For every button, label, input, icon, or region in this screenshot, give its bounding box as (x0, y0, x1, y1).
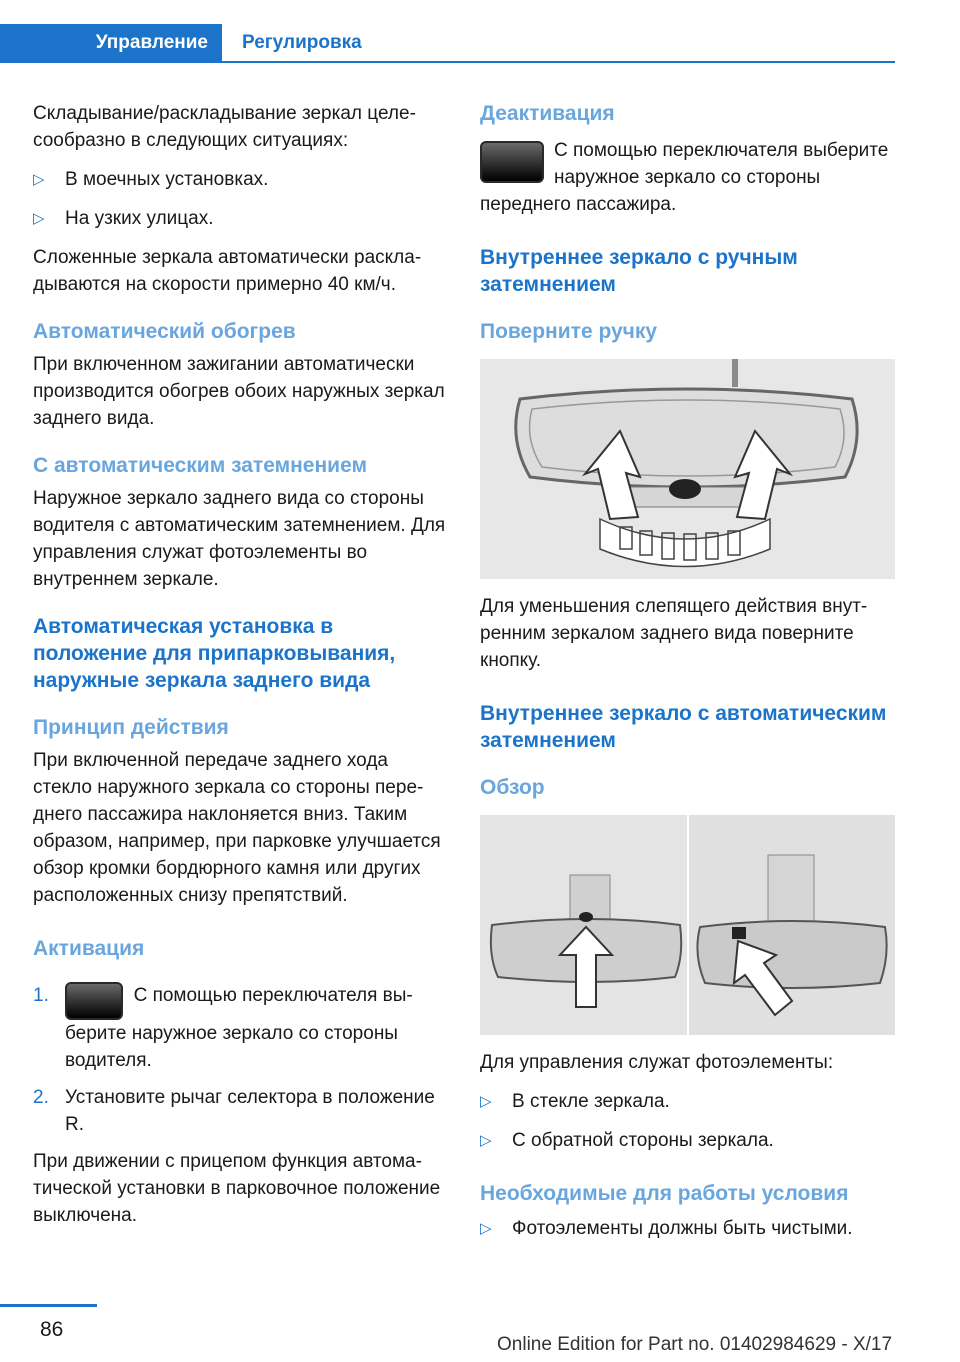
chapter-tabs (0, 24, 895, 62)
turn-heading: Поверните ручку (480, 320, 658, 343)
step-item: 1. С помощью переключателя выберите наружное зеркало со стороны водителя. (33, 982, 447, 1074)
trailer-text: При движении с прицепом функция автоматической установки в парковочное положение выключена. (33, 1151, 441, 1226)
manual-mirror-figure (480, 359, 895, 579)
manual-heading: Внутреннее зеркало с ручным затемнением (480, 246, 798, 296)
list-item: ▷ В моечных установках. (33, 166, 447, 193)
triangle-right-icon: ▷ (33, 210, 45, 227)
list-item: ▷ С обратной стороны зеркала. (480, 1127, 900, 1154)
triangle-right-icon: ▷ (480, 1220, 492, 1237)
footer-rule (0, 1304, 97, 1307)
fold-text: Сложенные зеркала автоматически раскладываются на скорости примерно 40 км/ч. (33, 247, 422, 295)
deact-text: С помощью переключателя выберите наружное зеркало со стороны переднего пассажира. (480, 140, 889, 215)
turn-text: Для уменьшения слепящего действия внутренним зеркалом заднего вида поверните кнопку. (480, 596, 868, 671)
triangle-right-icon: ▷ (480, 1093, 492, 1110)
tab-control[interactable]: Управление (0, 24, 222, 61)
activation-heading: Активация (33, 937, 145, 960)
triangle-right-icon: ▷ (33, 171, 45, 188)
principle-heading: Принцип действия (33, 716, 229, 739)
right-column (480, 100, 900, 1254)
tab-underline (0, 61, 895, 63)
principle-text: При включенной передаче заднего хода стекло наружного зеркала со стороны переднего пассажира наклоняется вниз. Таким образом, например, при парковке улучшается обзор кромки бордюрного камня или других расположенных снизу препятствий. (33, 750, 441, 906)
page-number: 86 (40, 1318, 64, 1341)
mirror-switch-icon (65, 982, 123, 1020)
park-heading: Автоматическая установка в положение для припарковывания, наружные зеркала заднего вида (33, 615, 396, 692)
req-heading: Необходимые для работы условия (480, 1182, 849, 1205)
manual-mirror-illustration (480, 359, 895, 579)
deact-heading: Деактивация (480, 102, 615, 125)
auto-mirror-illustration (480, 815, 895, 1035)
list-item: ▷ В стекле зеркала. (480, 1088, 900, 1115)
dim-text: Наружное зеркало заднего вида со стороны водителя с автоматическим затемнением. Для управления служат фотоэлементы во внутреннем зеркале. (33, 488, 446, 590)
tab-adjustment[interactable]: Регулировка (242, 31, 362, 53)
auto-heading: Внутреннее зеркало с автоматическим затемнением (480, 702, 887, 752)
list-item: ▷ На узких улицах. (33, 205, 447, 232)
list-item: ▷ Фотоэлементы должны быть чистыми. (480, 1215, 900, 1242)
online-edition: Online Edition for Part no. 01402984629 - X/17 (497, 1334, 893, 1355)
heat-text: При включенном зажигании автоматически производится обогрев обоих наружных зеркал заднего вида. (33, 354, 445, 429)
left-column (33, 100, 447, 1241)
overview-heading: Обзор (480, 776, 545, 799)
mirror-switch-icon (480, 141, 544, 183)
dim-heading: С автоматическим затемнением (33, 454, 368, 477)
auto-mirror-figure (480, 815, 895, 1035)
triangle-right-icon: ▷ (480, 1132, 492, 1149)
intro-text: Складывание/раскладывание зеркал целесообразно в следующих ситуациях: (33, 103, 416, 151)
photo-text: Для управления служат фотоэлементы: (480, 1052, 834, 1073)
step-item: 2. Установите рычаг селектора в положение R. (33, 1087, 435, 1135)
heat-heading: Автоматический обогрев (33, 320, 296, 343)
